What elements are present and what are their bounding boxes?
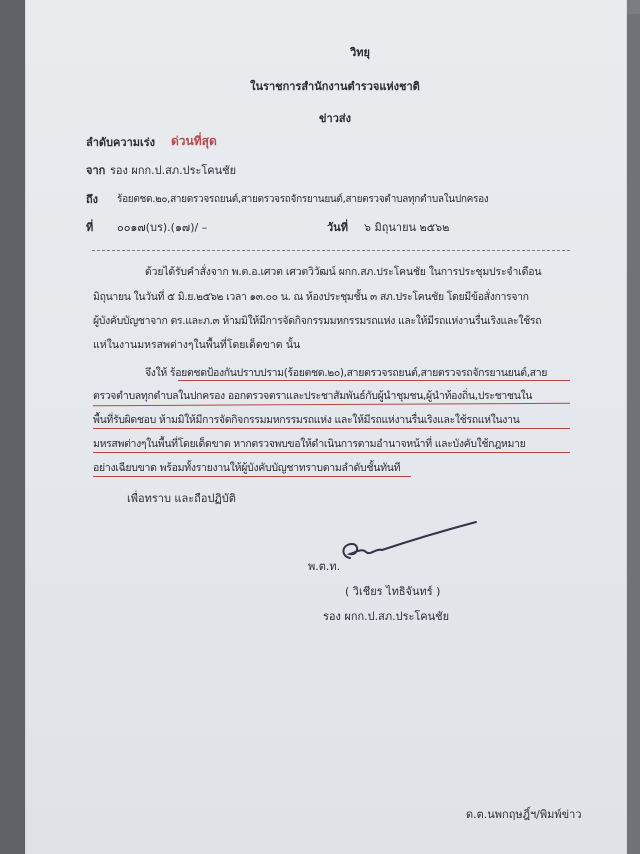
signature-name: ( วิเชียร ไทธิจันทร์ ) — [345, 585, 441, 598]
body-para2-line1: จึงให้ ร้อยตชดป้องกันปราบปราม(ร้อยตชด.๒๐),สายตรวจรถยนต์,สายตรวจรถจักรยานยนต์,สาย — [145, 367, 548, 379]
background-shadow — [0, 0, 26, 854]
office-heading: ในราชการสำนักงานตำรวจแห่งชาติ — [250, 80, 420, 93]
underline-mark — [93, 452, 570, 453]
separator-line — [92, 250, 570, 251]
message-type-heading: ข่าวส่ง — [319, 112, 351, 125]
body-para2-line4: มหรสพต่างๆในพื้นที่โดยเด็ดขาด หากตรวจพบขอให้ดำเนินการตามอำนาจหน้าที่ และบังคับใช้กฎหมาย — [93, 438, 526, 450]
signature-rank: พ.ต.ท. — [308, 560, 341, 573]
document-page — [26, 0, 626, 854]
signature-position: รอง ผกก.ป.สภ.ประโคนชัย — [323, 610, 450, 623]
priority-label: ลำดับความเร่ง — [86, 136, 156, 149]
date-value: ๖ มิถุนายน ๒๕๖๒ — [364, 221, 450, 234]
from-label: จาก — [86, 164, 106, 177]
body-para2-line5: อย่างเฉียบขาด พร้อมทั้งรายงานให้ผู้บังคับบัญชาทราบตามลำดับชั้นทันที — [93, 462, 401, 474]
priority-stamp: ด่วนที่สุด — [171, 134, 217, 148]
from-value: รอง ผกก.ป.สภ.ประโคนชัย — [110, 164, 237, 177]
body-para1-line2: มิถุนายน ในวันที่ ๕ มิ.ย.๒๕๖๒ เวลา ๑๓.๐๐ น. ณ ห้องประชุมชั้น ๓ สภ.ประโคนชัย โดยมีข้อสั่งการจาก — [93, 291, 529, 303]
to-value: ร้อยตชด.๒๐,สายตรวจรถยนต์,สายตรวจรถจักรยานยนต์,สายตรวจตำบลทุกตำบลในปกครอง — [117, 194, 489, 205]
closing-text: เพื่อทราบ และถือปฏิบัติ — [127, 492, 236, 505]
underline-mark — [93, 476, 411, 477]
ref-label: ที่ — [86, 221, 94, 234]
typist-note: ด.ต.นพกฤษฎิ์ฯ/พิมพ์ข่าว — [466, 808, 582, 821]
radio-heading: วิทยุ — [350, 46, 370, 59]
date-label: วันที่ — [327, 221, 348, 234]
underline-mark — [93, 428, 570, 429]
body-para2-line2: ตรวจตำบลทุกตำบลในปกครอง ออกตรวจตราและประชาสัมพันธ์กับผู้นำชุมชน,ผู้นำท้องถิ่น,ประชาชนใน — [93, 390, 533, 402]
underline-mark — [178, 380, 570, 381]
body-para2-line3: พื้นที่รับผิดชอบ ห้ามมิให้มีการจัดกิจกรรมมหกรรมรถแห่ง และให้มีรถแห่งานรื่นเริงและใช้รถแห่ในงาน — [93, 414, 520, 426]
ref-number: ๐๐๑๗(บร).(๑๗)/ – — [117, 221, 208, 234]
signature-scribble — [336, 518, 481, 568]
to-label: ถึง — [86, 193, 99, 206]
body-para1-line1: ด้วยได้รับคำสั่งจาก พ.ต.อ.เศวต เศวตวิวัฒน์ ผกก.สภ.ประโคนชัย ในการประชุมประจำเดือน — [145, 266, 542, 278]
body-para1-line4: แห่ในงานมหรสพต่างๆในพื้นที่โดยเด็ดขาด นั้น — [93, 339, 301, 351]
body-para1-line3: ผู้บังคับบัญชาจาก ตร.และภ.๓ ห้ามมิให้มีการจัดกิจกรรมมหกรรมรถแห่ง และให้มีรถแห่งานรื่นเริงและใช้รถ — [93, 315, 542, 327]
